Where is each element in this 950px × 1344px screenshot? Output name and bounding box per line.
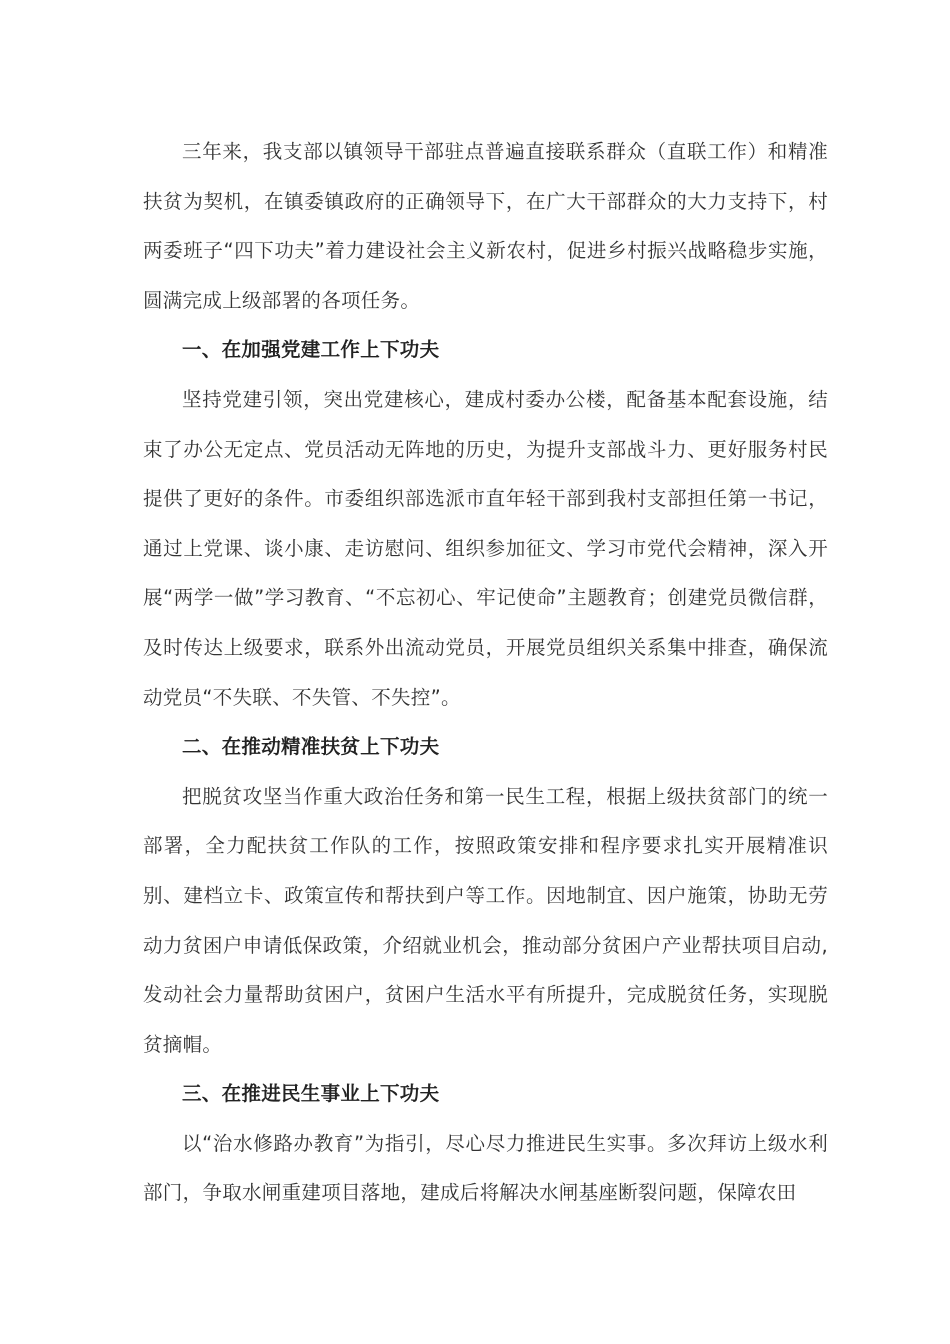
section-1-paragraph: 坚持党建引领，突出党建核心，建成村委办公楼，配备基本配套设施，结束了办公无定点、党员活动无阵地的历史，为提升支部战斗力、更好服务村民提供了更好的条件。市委组织部选派市直年轻干部到我村支部担任第一书记，通过上党课、谈小康、走访慰问、组织参加征文、学习市党代会精神，深入开展“两学一做”学习教育、“不忘初心、牢记使命”主题教育；创建党员微信群，及时传达上级要求，联系外出流动党员，开展党员组织关系集中排查，确保流动党员“不失联、不失管、不失控”。	[143, 387, 828, 709]
section-2-paragraph: 把脱贫攻坚当作重大政治任务和第一民生工程，根据上级扶贫部门的统一部署，全力配扶贫工作队的工作，按照政策安排和程序要求扎实开展精准识别、建档立卡、政策宣传和帮扶到户等工作。因地制宜、因户施策，协助无劳动力贫困户申请低保政策，介绍就业机会，推动部分贫困户产业帮扶项目启动,发动社会力量帮助贫困户，贫困户生活水平有所提升，完成脱贫任务，实现脱贫摘帽。	[143, 784, 828, 1056]
section-3-paragraph: 以“治水修路办教育”为指引，尽心尽力推进民生实事。多次拜访上级水利部门，争取水闸重建项目落地，建成后将解决水闸基座断裂问题，保障农田	[143, 1131, 828, 1205]
section-3-heading: 三、在推进民生事业上下功夫	[182, 1082, 440, 1106]
section-2-heading: 二、在推动精准扶贫上下功夫	[182, 735, 440, 759]
document-body	[143, 127, 828, 1218]
section-1-heading: 一、在加强党建工作上下功夫	[182, 338, 440, 362]
intro-paragraph: 三年来，我支部以镇领导干部驻点普遍直接联系群众（直联工作）和精准扶贫为契机，在镇委镇政府的正确领导下，在广大干部群众的大力支持下，村两委班子“四下功夫”着力建设社会主义新农村，促进乡村振兴战略稳步实施，圆满完成上级部署的各项任务。	[143, 140, 828, 312]
